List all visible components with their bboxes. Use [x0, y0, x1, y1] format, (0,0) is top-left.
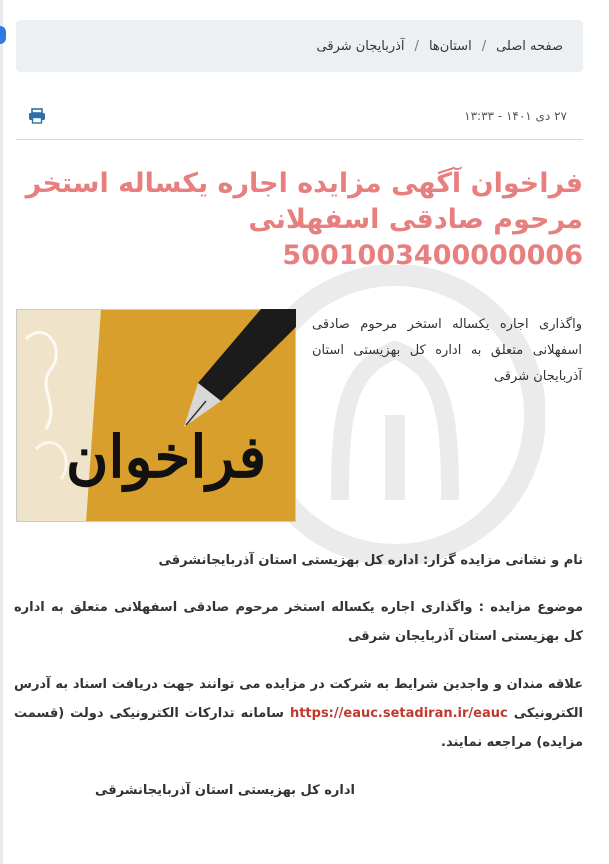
left-edge-bar [0, 0, 3, 864]
article-title-line2: مرحوم صادقی اسفهلانی [248, 204, 583, 235]
instructions-after: سامانه تدارکات الکترونیکی دولت (قسمت مزایده) مراجعه نمایند. [14, 706, 583, 750]
breadcrumb-current-province[interactable]: آذربایجان شرقی [316, 38, 405, 54]
eauc-link[interactable]: https://eauc.setadiran.ir/eauc [289, 706, 508, 721]
breadcrumb-separator: / [414, 38, 419, 54]
breadcrumb-home[interactable]: صفحه اصلی [496, 38, 563, 54]
signature: اداره کل بهزیستی استان آذربایجانشرقی [94, 783, 355, 798]
organizer-text: نام و نشانی مزایده گزار: اداره کل بهزیستی استان آذربایجانشرقی [158, 553, 583, 568]
announcement-image [16, 309, 296, 522]
subject-text: موضوع مزایده : واگذاری اجاره یکساله استخر مرحوم صادقی اسفهلانی متعلق به اداره کل بهزیستی استان آذربایجان شرقی [14, 600, 583, 644]
breadcrumb-separator: / [481, 38, 487, 54]
article-title [16, 166, 583, 274]
printer-icon[interactable] [28, 108, 46, 124]
image-calligraphy: فراخوان [65, 423, 267, 491]
intro-text: واگذاری اجاره یکساله استخر مرحوم صادقی اسفهلانی متعلق به اداره کل بهزیستی استان آذربایجان شرقی [312, 317, 582, 384]
breadcrumb [16, 20, 583, 72]
instructions-text [14, 670, 583, 757]
article-title-line1: فراخوان آگهی مزایده اجاره یکساله استخر [25, 168, 583, 199]
side-tab-handle[interactable] [0, 26, 6, 44]
breadcrumb-provinces[interactable]: استان‌ها [428, 38, 472, 54]
publish-date: ۲۷ دی ۱۴۰۱ - ۱۳:۳۳ [464, 109, 567, 123]
article-meta-bar [16, 104, 583, 140]
article-title-number: 5001003400000006 [282, 240, 583, 271]
instructions-before: علاقه مندان و واجدین شرایط به شرکت در مزایده می توانند جهت دریافت اسناد به آدرس الکترونیکی [14, 677, 583, 721]
